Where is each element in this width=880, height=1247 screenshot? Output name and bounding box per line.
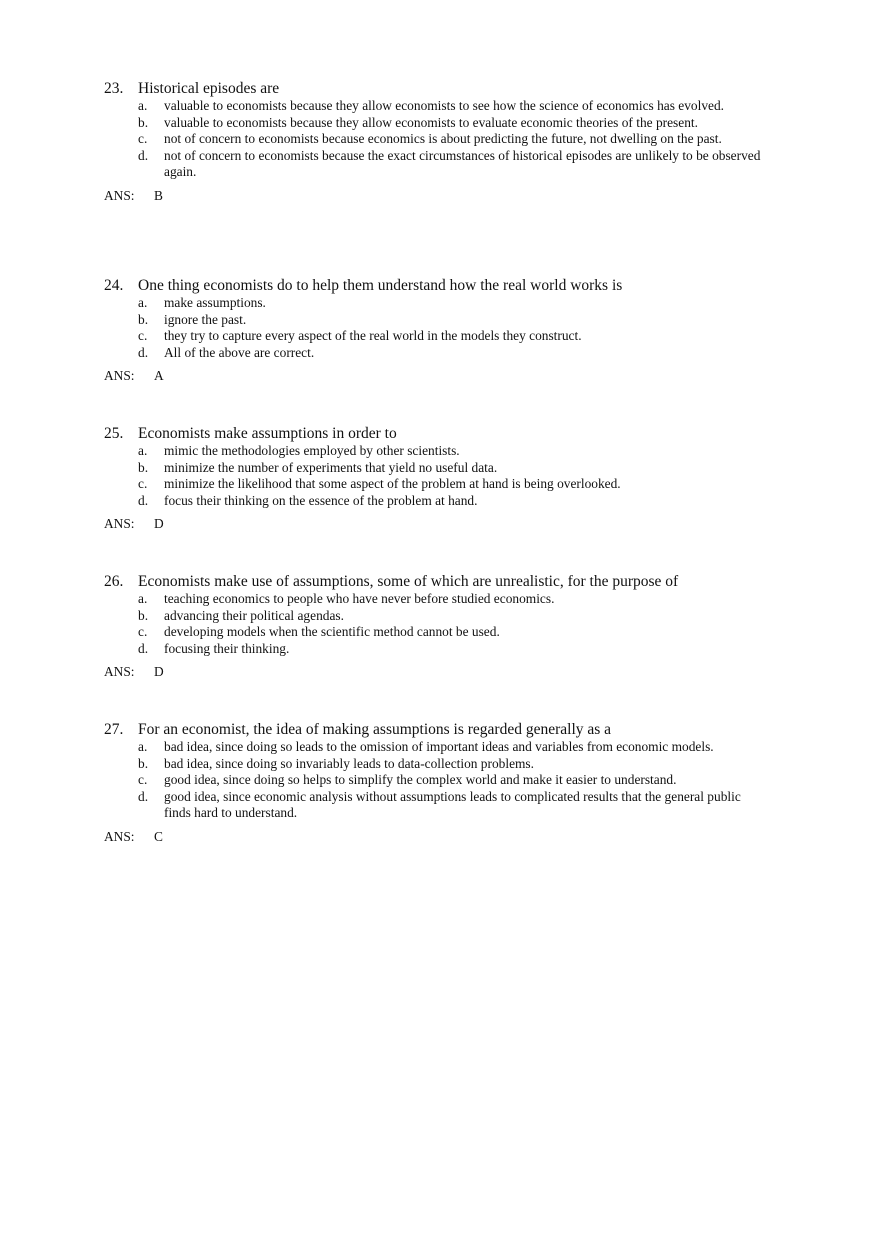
- answer-line: [104, 664, 764, 680]
- option-list: [104, 295, 764, 361]
- option-d: [138, 789, 764, 822]
- option-text: minimize the number of experiments that yield no useful data.: [164, 459, 498, 475]
- option-letter: a.: [138, 591, 148, 606]
- answer-value: D: [154, 516, 164, 532]
- answer-label: ANS:: [104, 664, 135, 680]
- question-header: [104, 425, 764, 443]
- option-text: they try to capture every aspect of the real world in the models they construct.: [164, 328, 582, 344]
- question-header: [104, 721, 764, 739]
- option-text: valuable to economists because they allow economists to evaluate economic theories of the present.: [164, 114, 698, 130]
- option-letter: b.: [138, 114, 149, 130]
- question-number: 25.: [104, 425, 124, 442]
- question-number: 27.: [104, 721, 124, 738]
- option-c: [138, 328, 764, 345]
- option-letter: d.: [138, 640, 149, 656]
- option-letter: d.: [138, 492, 149, 508]
- option-text: minimize the likelihood that some aspect of the problem at hand is being overlooked.: [164, 476, 621, 492]
- question-stem: For an economist, the idea of making assumptions is regarded generally as a: [138, 721, 612, 738]
- option-d: [138, 148, 764, 181]
- answer-value: D: [154, 664, 164, 680]
- option-a: [138, 98, 764, 115]
- option-list: [104, 591, 764, 657]
- answer-line: [104, 829, 764, 845]
- option-a: [138, 739, 764, 756]
- option-b: [138, 312, 764, 329]
- option-letter: a.: [138, 443, 148, 458]
- option-letter: b.: [138, 755, 149, 771]
- answer-line: [104, 368, 764, 384]
- question-25: [104, 425, 764, 532]
- option-a: [138, 591, 764, 608]
- option-text: make assumptions.: [164, 295, 266, 310]
- option-a: [138, 443, 764, 460]
- option-b: [138, 115, 764, 132]
- option-c: [138, 624, 764, 641]
- option-letter: a.: [138, 295, 148, 310]
- answer-line: [104, 188, 764, 204]
- option-letter: b.: [138, 607, 149, 623]
- option-text: good idea, since doing so helps to simplify the complex world and make it easier to understand.: [164, 772, 677, 788]
- option-list: [104, 98, 764, 181]
- option-letter: c.: [138, 772, 148, 788]
- option-b: [138, 756, 764, 773]
- question-24: [104, 277, 764, 384]
- option-text: not of concern to economists because the exact circumstances of historical episodes are unlikely to be observed again.: [164, 147, 761, 180]
- question-number: 26.: [104, 573, 124, 590]
- option-c: [138, 772, 764, 789]
- option-letter: d.: [138, 147, 149, 163]
- option-d: [138, 345, 764, 362]
- option-d: [138, 493, 764, 510]
- option-list: [104, 443, 764, 509]
- question-27: [104, 721, 764, 845]
- option-list: [104, 739, 764, 822]
- option-text: bad idea, since doing so leads to the omission of important ideas and variables from economic models.: [164, 739, 714, 754]
- option-text: valuable to economists because they allow economists to see how the science of economics has evolved.: [164, 98, 725, 113]
- option-c: [138, 131, 764, 148]
- option-letter: d.: [138, 344, 149, 360]
- option-text: teaching economics to people who have never before studied economics.: [164, 591, 555, 606]
- option-text: ignore the past.: [164, 311, 247, 327]
- question-header: [104, 80, 764, 98]
- option-text: focusing their thinking.: [164, 640, 290, 656]
- option-text: All of the above are correct.: [164, 344, 315, 360]
- answer-label: ANS:: [104, 828, 135, 844]
- option-text: not of concern to economists because economics is about predicting the future, not dwelling on the past.: [164, 131, 722, 147]
- question-number: 24.: [104, 277, 124, 294]
- option-a: [138, 295, 764, 312]
- answer-value: A: [154, 368, 164, 384]
- option-letter: a.: [138, 98, 148, 113]
- answer-value: C: [154, 828, 163, 844]
- question-header: [104, 277, 764, 295]
- question-header: [104, 573, 764, 591]
- option-text: focus their thinking on the essence of the problem at hand.: [164, 492, 478, 508]
- answer-label: ANS:: [104, 187, 135, 203]
- question-stem: Economists make use of assumptions, some of which are unrealistic, for the purpose of: [138, 573, 679, 590]
- answer-line: [104, 516, 764, 532]
- option-letter: a.: [138, 739, 148, 754]
- question-stem: One thing economists do to help them understand how the real world works is: [138, 277, 623, 294]
- question-stem: Historical episodes are: [138, 80, 280, 97]
- option-letter: c.: [138, 131, 148, 147]
- option-text: mimic the methodologies employed by other scientists.: [164, 443, 460, 458]
- option-letter: c.: [138, 328, 148, 344]
- option-c: [138, 476, 764, 493]
- question-26: [104, 573, 764, 680]
- question-23: [104, 80, 764, 204]
- option-text: bad idea, since doing so invariably leads to data-collection problems.: [164, 755, 534, 771]
- option-letter: c.: [138, 624, 148, 640]
- option-d: [138, 641, 764, 658]
- option-text: developing models when the scientific method cannot be used.: [164, 624, 500, 640]
- option-letter: b.: [138, 311, 149, 327]
- option-letter: b.: [138, 459, 149, 475]
- answer-value: B: [154, 187, 163, 203]
- question-stem: Economists make assumptions in order to: [138, 425, 397, 442]
- option-letter: c.: [138, 476, 148, 492]
- question-number: 23.: [104, 80, 124, 97]
- answer-label: ANS:: [104, 368, 135, 384]
- option-text: good idea, since economic analysis without assumptions leads to complicated results that the general public finds hard to understand.: [164, 788, 741, 821]
- option-letter: d.: [138, 788, 149, 804]
- option-text: advancing their political agendas.: [164, 607, 344, 623]
- option-b: [138, 608, 764, 625]
- answer-label: ANS:: [104, 516, 135, 532]
- option-b: [138, 460, 764, 477]
